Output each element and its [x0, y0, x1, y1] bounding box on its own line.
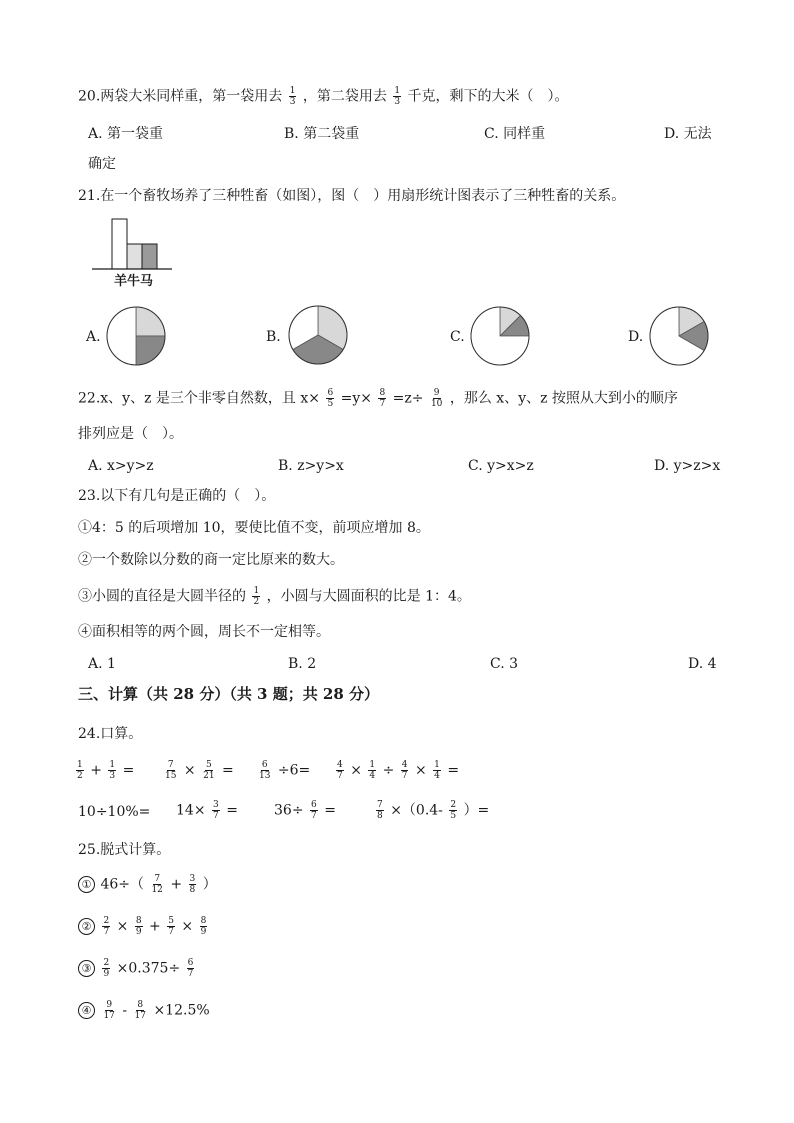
bar-羊 [112, 219, 127, 269]
number-circle-1: ① [78, 876, 95, 893]
pie-chart-b[interactable] [286, 303, 350, 367]
q22-text-4: ，那么 x、y、z 按照从大到小的顺序 [449, 390, 678, 407]
q24-expr-4: $\frac{4}{7}$ × $\frac{1}{4}$ ÷ $\frac{4}{7}$ × $\frac{1}{4}$ = [337, 760, 460, 781]
bar-马 [142, 244, 157, 269]
number-circle-2: ② [78, 918, 95, 935]
pie-slice [107, 307, 136, 365]
q24-expr-6: 14× $\frac{3}{7}$ = [176, 800, 238, 821]
q23-option-c[interactable]: C. 3 [490, 656, 519, 672]
bar-chart-caption: 羊牛马 [114, 274, 154, 289]
q23-statement-3: ③小圆的直径是大圆半径的 $\frac{1}{2}$ ，小圆与大圆面积的比是 1：4。 [78, 586, 471, 607]
q22-option-a[interactable]: A. x>y>z [88, 458, 154, 474]
q24-expr-8: $\frac{7}{8}$ ×（0.4- $\frac{2}{5}$ ）= [377, 800, 490, 821]
q23-option-b[interactable]: B. 2 [288, 656, 317, 672]
q23-statement-1: ①4：5 的后项增加 10，要使比值不变，前项应增加 8。 [78, 520, 430, 536]
q22-text-2: =y× [340, 390, 372, 407]
q23-statement-2: ②一个数除以分数的商一定比原来的数大。 [78, 552, 344, 568]
q25-title: 25.脱式计算。 [78, 842, 171, 858]
q21-option-d-label[interactable]: D. [628, 329, 644, 345]
q24-expr-7: 36÷ $\frac{6}{7}$ = [274, 800, 336, 821]
q20-text-1: 20.两袋大米同样重，第一袋用去 [78, 88, 283, 105]
q20-option-d[interactable]: D. 无法 [664, 126, 712, 142]
bar-牛 [127, 244, 142, 269]
q22-stem-line2: 排列应是（ ）。 [78, 426, 183, 442]
fraction: $\frac{1}{2}$ [253, 586, 260, 607]
q20-option-d-wrap: 确定 [88, 156, 116, 172]
q21-option-b-label[interactable]: B. [266, 329, 281, 345]
fraction: $\frac{6}{5}$ [327, 388, 334, 409]
q22-text-3: =z÷ [392, 390, 424, 407]
q24-expr-1: $\frac{1}{2}$ + $\frac{1}{3}$ = [77, 760, 135, 781]
q20-text-2: ，第二袋用去 [302, 88, 387, 105]
fraction: $\frac{1}{3}$ [394, 86, 401, 107]
q22-stem [78, 388, 678, 409]
q24-expr-3: $\frac{6}{13}$ ÷6= [259, 760, 311, 781]
q25-expr-4: ④ $\frac{9}{17}$ - $\frac{8}{17}$ ×12.5% [78, 1000, 210, 1021]
fraction: $\frac{9}{10}$ [430, 388, 443, 409]
q20-option-b[interactable]: B. 第二袋重 [284, 126, 360, 142]
pie-chart-d[interactable] [647, 304, 711, 368]
number-circle-3: ③ [78, 960, 95, 977]
q23-statement-4: ④面积相等的两个圆，周长不一定相等。 [78, 624, 330, 640]
q22-text-1: 22.x、y、z 是三个非零自然数，且 x× [78, 390, 320, 407]
q24-title: 24.口算。 [78, 726, 143, 742]
number-circle-4: ④ [78, 1002, 95, 1019]
bar-chart [90, 214, 176, 292]
q24-expr-5: 10÷10%= [78, 804, 151, 820]
q23-option-a[interactable]: A. 1 [88, 656, 116, 672]
q25-expr-2: ② $\frac{2}{7}$ × $\frac{8}{9}$ + $\frac{5}{7}$ × $\frac{8}{9}$ [78, 916, 209, 937]
q20-option-c[interactable]: C. 同样重 [484, 126, 546, 142]
q24-expr-2: $\frac{7}{15}$ × $\frac{5}{21}$ = [165, 760, 234, 781]
fraction: $\frac{8}{7}$ [379, 388, 386, 409]
q23-stem: 23.以下有几句是正确的（ ）。 [78, 488, 276, 504]
q20-option-a[interactable]: A. 第一袋重 [88, 126, 164, 142]
q25-expr-3: ③ $\frac{2}{9}$ ×0.375÷ $\frac{6}{7}$ [78, 958, 196, 979]
q22-option-c[interactable]: C. y>x>z [468, 458, 534, 474]
q21-option-a-label[interactable]: A. [86, 329, 101, 345]
q22-option-d[interactable]: D. y>z>x [654, 458, 721, 474]
pie-chart-a[interactable] [104, 304, 168, 368]
q23-option-d[interactable]: D. 4 [688, 656, 717, 672]
q21-stem: 21.在一个畜牧场养了三种牲畜（如图），图（ ）用扇形统计图表示了三种牲畜的关系。 [78, 188, 626, 204]
q20-text-3: 千克，剩下的大米（ ）。 [407, 88, 569, 105]
q22-option-b[interactable]: B. z>y>x [278, 458, 344, 474]
section-heading: 三、计算（共 28 分）（共 3 题；共 28 分） [78, 685, 380, 703]
q20-stem [78, 86, 569, 107]
fraction: $\frac{1}{3}$ [289, 86, 296, 107]
pie-chart-c[interactable] [468, 304, 532, 368]
q25-expr-1: ① 46÷（ $\frac{7}{12}$ + $\frac{3}{8}$ ） [78, 874, 217, 895]
q21-option-c-label[interactable]: C. [450, 329, 465, 345]
